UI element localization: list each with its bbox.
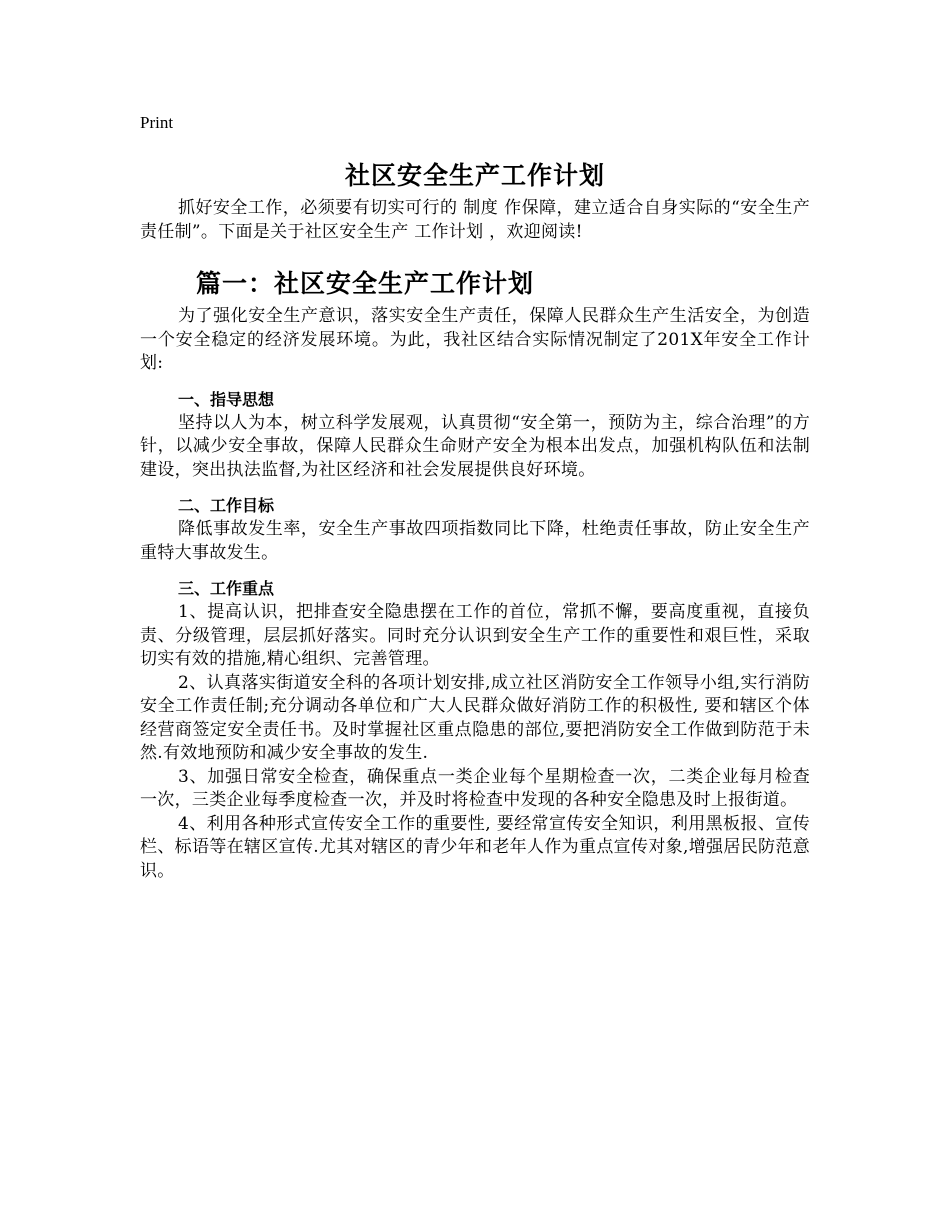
- heading-work-focus: 三、工作重点: [178, 579, 275, 598]
- focus-item-1: 1、提高认识，把排查安全隐患摆在工作的首位，常抓不懈，要高度重视，直接负责、分级管理，层层抓好落实。同时充分认识到安全生产工作的重要性和艰巨性，采取切实有效的措施,精心组织、完善管理。: [140, 602, 810, 669]
- document-body: [140, 155, 810, 883]
- heading-guiding-thought: 一、指导思想: [178, 389, 275, 409]
- print-link[interactable]: Print: [140, 113, 174, 132]
- focus-item-3: 3、加强日常安全检查，确保重点一类企业每个星期检查一次，二类企业每月检查一次，三类企业每季度检查一次，并及时将检查中发现的各种安全隐患及时上报街道。: [140, 766, 810, 810]
- focus-item-2: 2、认真落实街道安全科的各项计划安排,成立社区消防安全工作领导小组,实行消防安全工作责任制;充分调动各单位和广大人民群众做好消防工作的积极性, 要和辖区个体经营商签定安全责任书。及时掌握社区重点隐患的部位,要把消防安全工作做到防范于未然.有效地预防和减少安全事故的发生.: [140, 672, 810, 763]
- work-goals-paragraph: 降低事故发生率，安全生产事故四项指数同比下降，杜绝责任事故，防止安全生产重特大事故发生。: [140, 519, 810, 563]
- guiding-thought-paragraph: 坚持以人为本，树立科学发展观，认真贯彻“安全第一，预防为主，综合治理”的方针，以减少安全事故，保障人民群众生命财产安全为根本出发点，加强机构队伍和法制建设，突出执法监督,为社区经济和社会发展提供良好环境。: [140, 412, 810, 480]
- opening-paragraph: 为了强化安全生产意识，落实安全生产责任，保障人民群众生产生活安全，为创造一个安全稳定的经济发展环境。为此，我社区结合实际情况制定了201X年安全工作计划:: [140, 306, 810, 373]
- intro-paragraph: 抓好安全工作，必须要有切实可行的 制度 作保障，建立适合自身实际的“安全生产责任制”。下面是关于社区安全生产 工作计划 ，欢迎阅读!: [140, 198, 810, 242]
- section-title: 篇一：社区安全生产工作计划: [196, 269, 535, 298]
- document-title: 社区安全生产工作计划: [344, 161, 605, 190]
- heading-work-goals: 二、工作目标: [178, 496, 275, 515]
- focus-item-4: 4、利用各种形式宣传安全工作的重要性, 要经常宣传安全知识，利用黑板报、宣传栏、标语等在辖区宣传.尤其对辖区的青少年和老年人作为重点宣传对象,增强居民防范意识。: [140, 813, 810, 881]
